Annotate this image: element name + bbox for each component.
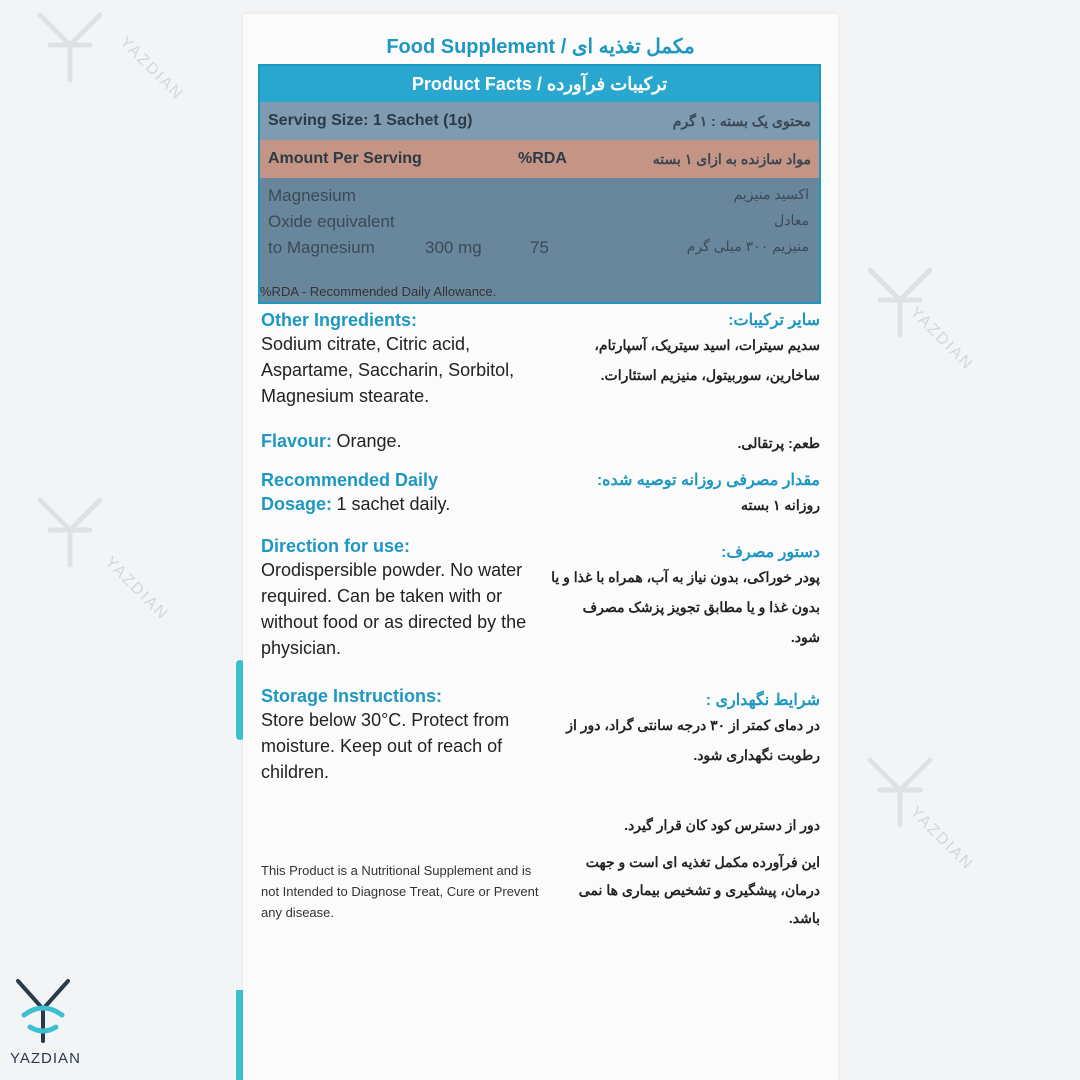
magnesium-rda: 75 [530, 238, 549, 257]
watermark-logo-icon [30, 5, 110, 85]
flavour-en [261, 428, 561, 454]
rda-note: %RDA - Recommended Daily Allowance. [260, 284, 497, 299]
children-warning-fa: دور از دسترس کود کان قرار گیرد. [624, 817, 820, 833]
direction-fa-title: دستور مصرف: [721, 544, 820, 561]
dosage-fa [550, 470, 820, 520]
watermark-text: YAZDIAN [101, 553, 172, 624]
label-title: Food Supplement / مکمل تغذیه ای [386, 36, 695, 58]
storage-en [261, 686, 561, 785]
dosage-body: 1 sachet daily. [336, 494, 451, 514]
disclaimer-en: This Product is a Nutritional Supplement and is not Intended to Diagnose Treat, Cure or Prevent any disease. [261, 863, 539, 920]
direction-fa [550, 542, 820, 652]
other-ingredients-en [261, 310, 561, 409]
direction-body: Orodispersible powder. No water required. Can be taken with or without food or as directed by the physician. [261, 560, 527, 658]
watermark-text: YAZDIAN [116, 33, 187, 104]
serving-size-en: Serving Size: 1 Sachet (1g) [268, 112, 473, 129]
other-ingredients-body: Sodium citrate, Citric acid, Aspartame, Saccharin, Sorbitol, Magnesium stearate. [261, 334, 515, 406]
yazdian-logo-text: YAZDIAN [10, 1050, 81, 1067]
serving-size-row [260, 102, 819, 140]
dosage-en [261, 470, 561, 517]
magnesium-name-line1: Magnesium [268, 186, 356, 205]
direction-en [261, 536, 561, 661]
magnesium-name-line3: to Magnesium [268, 238, 375, 257]
dosage-title-line1: Recommended Daily [261, 470, 439, 490]
direction-title: Direction for use: [261, 536, 411, 556]
other-ingredients-fa [550, 310, 820, 390]
magnesium-fa-line1: اکسید منیزیم [733, 186, 809, 202]
storage-body: Store below 30°C. Protect from moisture. Keep out of reach of children. [261, 710, 510, 782]
product-facts-table [258, 64, 821, 304]
rda-header: %RDA [518, 150, 567, 167]
yazdian-logo-icon [10, 975, 76, 1052]
magnesium-fa-line2: معادل [774, 212, 809, 228]
amount-per-serving-en: Amount Per Serving [268, 150, 422, 167]
product-label [243, 14, 838, 1080]
storage-title: Storage Instructions: [261, 686, 443, 706]
serving-size-fa: محتوی یک بسته : ۱ گرم [672, 112, 811, 129]
other-ingredients-fa-title: سایر ترکیبات: [728, 312, 820, 329]
flavour-title: Flavour: [261, 431, 333, 451]
product-facts-header: Product Facts / ترکیبات فرآورده [260, 66, 819, 102]
magnesium-fa-line3: منیزیم ۳۰۰ میلی گرم [686, 238, 809, 254]
direction-fa-body: پودر خوراکی، بدون نیاز به آب، همراه با غذا و یا بدون غذا و یا مطابق تجویز پزشک مصرف شود. [551, 569, 820, 645]
other-ingredients-title: Other Ingredients: [261, 310, 418, 330]
disclaimer-fa: این فرآورده مکمل تغذیه ای است و جهت درمان، پیشگیری و تشخیص بیماری ها نمی باشد. [578, 854, 820, 926]
flavour-body: Orange. [336, 431, 402, 451]
dosage-title-line2: Dosage: [261, 494, 333, 514]
dosage-fa-title: مقدار مصرفی روزانه توصیه شده: [596, 472, 820, 489]
watermark-logo-icon [30, 490, 110, 570]
other-ingredients-fa-body: سدیم سیترات، اسید سیتریک، آسپارتام، ساخارین، سوربیتول، منیزیم استئارات. [594, 337, 820, 383]
storage-fa-body: در دمای کمتر از ۳۰ درجه سانتی گراد، دور از رطوبت نگهداری شود. [566, 717, 820, 763]
flavour-fa: طعم: پرتقالی. [737, 435, 820, 451]
storage-fa-title: شرایط نگهداری : [705, 692, 820, 709]
amount-per-serving-row [260, 140, 819, 178]
magnesium-name-line2: Oxide equivalent [268, 212, 395, 231]
amount-per-serving-fa: مواد سازنده به ازای ۱ بسته [652, 150, 811, 167]
watermark-text: YAZDIAN [906, 303, 977, 374]
magnesium-amount: 300 mg [425, 238, 482, 257]
dosage-fa-body: روزانه ۱ بسته [740, 497, 820, 513]
storage-fa [550, 690, 820, 770]
watermark-text: YAZDIAN [906, 803, 977, 874]
